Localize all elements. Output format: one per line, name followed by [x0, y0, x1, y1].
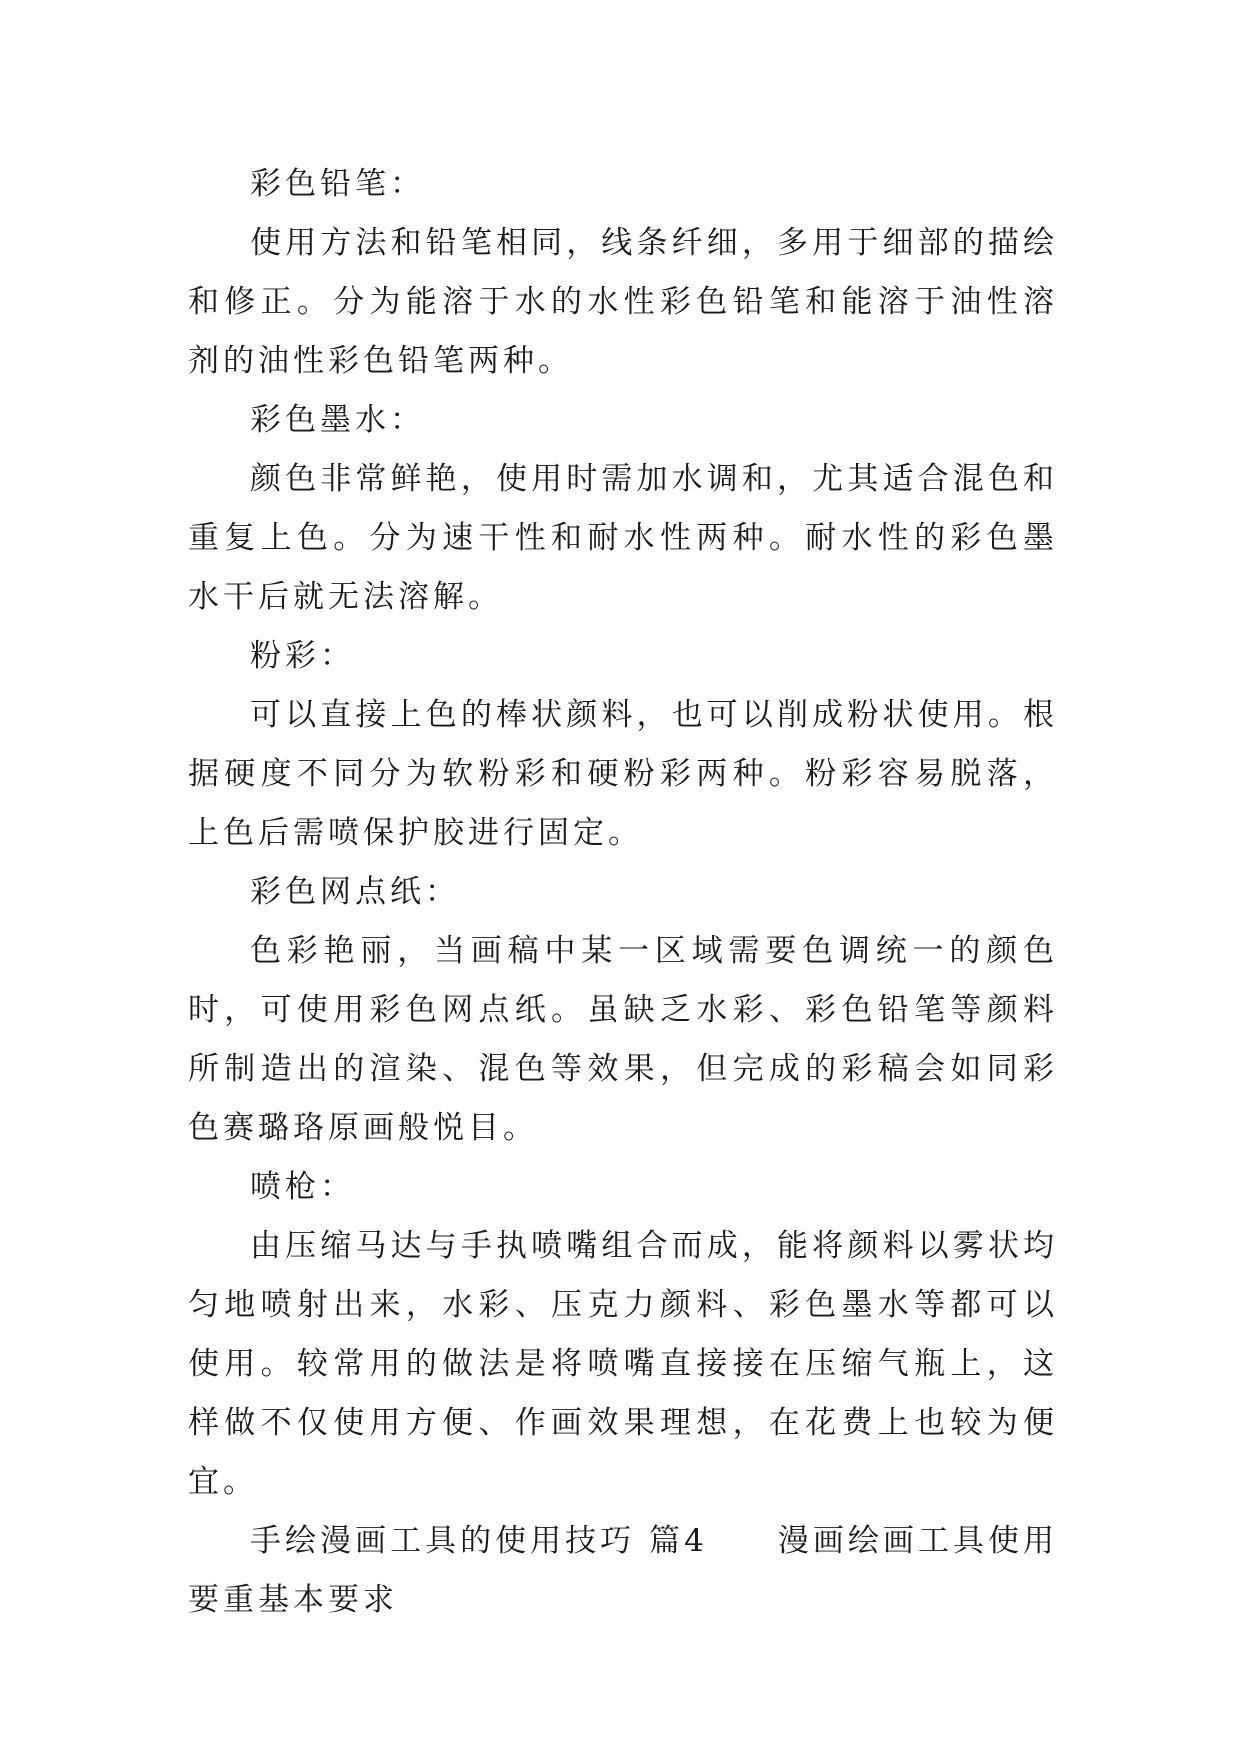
section-body-pastel: 可以直接上色的棒状颜料，也可以削成粉状使用。根据硬度不同分为软粉彩和硬粉彩两种。粉彩容易脱落，上色后需喷保护胶进行固定。	[188, 697, 1058, 851]
section-heading-airbrush: 喷枪：	[250, 1169, 355, 1205]
closing-paragraph: 手绘漫画工具的使用技巧 篇4 漫画绘画工具使用要重基本要求	[188, 1523, 1058, 1618]
section-heading-colored-ink: 彩色墨水：	[250, 402, 425, 438]
section-body-colored-ink: 颜色非常鲜艳，使用时需加水调和，尤其适合混色和重复上色。分为速干性和耐水性两种。耐水性的彩色墨水干后就无法溶解。	[188, 461, 1058, 615]
section-body-airbrush: 由压缩马达与手执喷嘴组合而成，能将颜料以雾状均匀地喷射出来，水彩、压克力颜料、彩色墨水等都可以使用。较常用的做法是将喷嘴直接接在压缩气瓶上，这样做不仅使用方便、作画效果理想，在花费上也较为便宜。	[188, 1228, 1058, 1500]
section-body-color-screentone: 色彩艳丽，当画稿中某一区域需要色调统一的颜色时，可使用彩色网点纸。虽缺乏水彩、彩色铅笔等颜料所制造出的渲染、混色等效果，但完成的彩稿会如同彩色赛璐珞原画般悦目。	[188, 933, 1058, 1146]
section-heading-color-screentone: 彩色网点纸：	[250, 874, 460, 910]
section-body-colored-pencil: 使用方法和铅笔相同，线条纤细，多用于细部的描绘和修正。分为能溶于水的水性彩色铅笔和能溶于油性溶剂的油性彩色铅笔两种。	[188, 225, 1058, 379]
section-heading-pastel: 粉彩：	[250, 638, 355, 674]
section-heading-colored-pencil: 彩色铅笔：	[250, 166, 425, 202]
document-body	[188, 155, 1058, 1630]
